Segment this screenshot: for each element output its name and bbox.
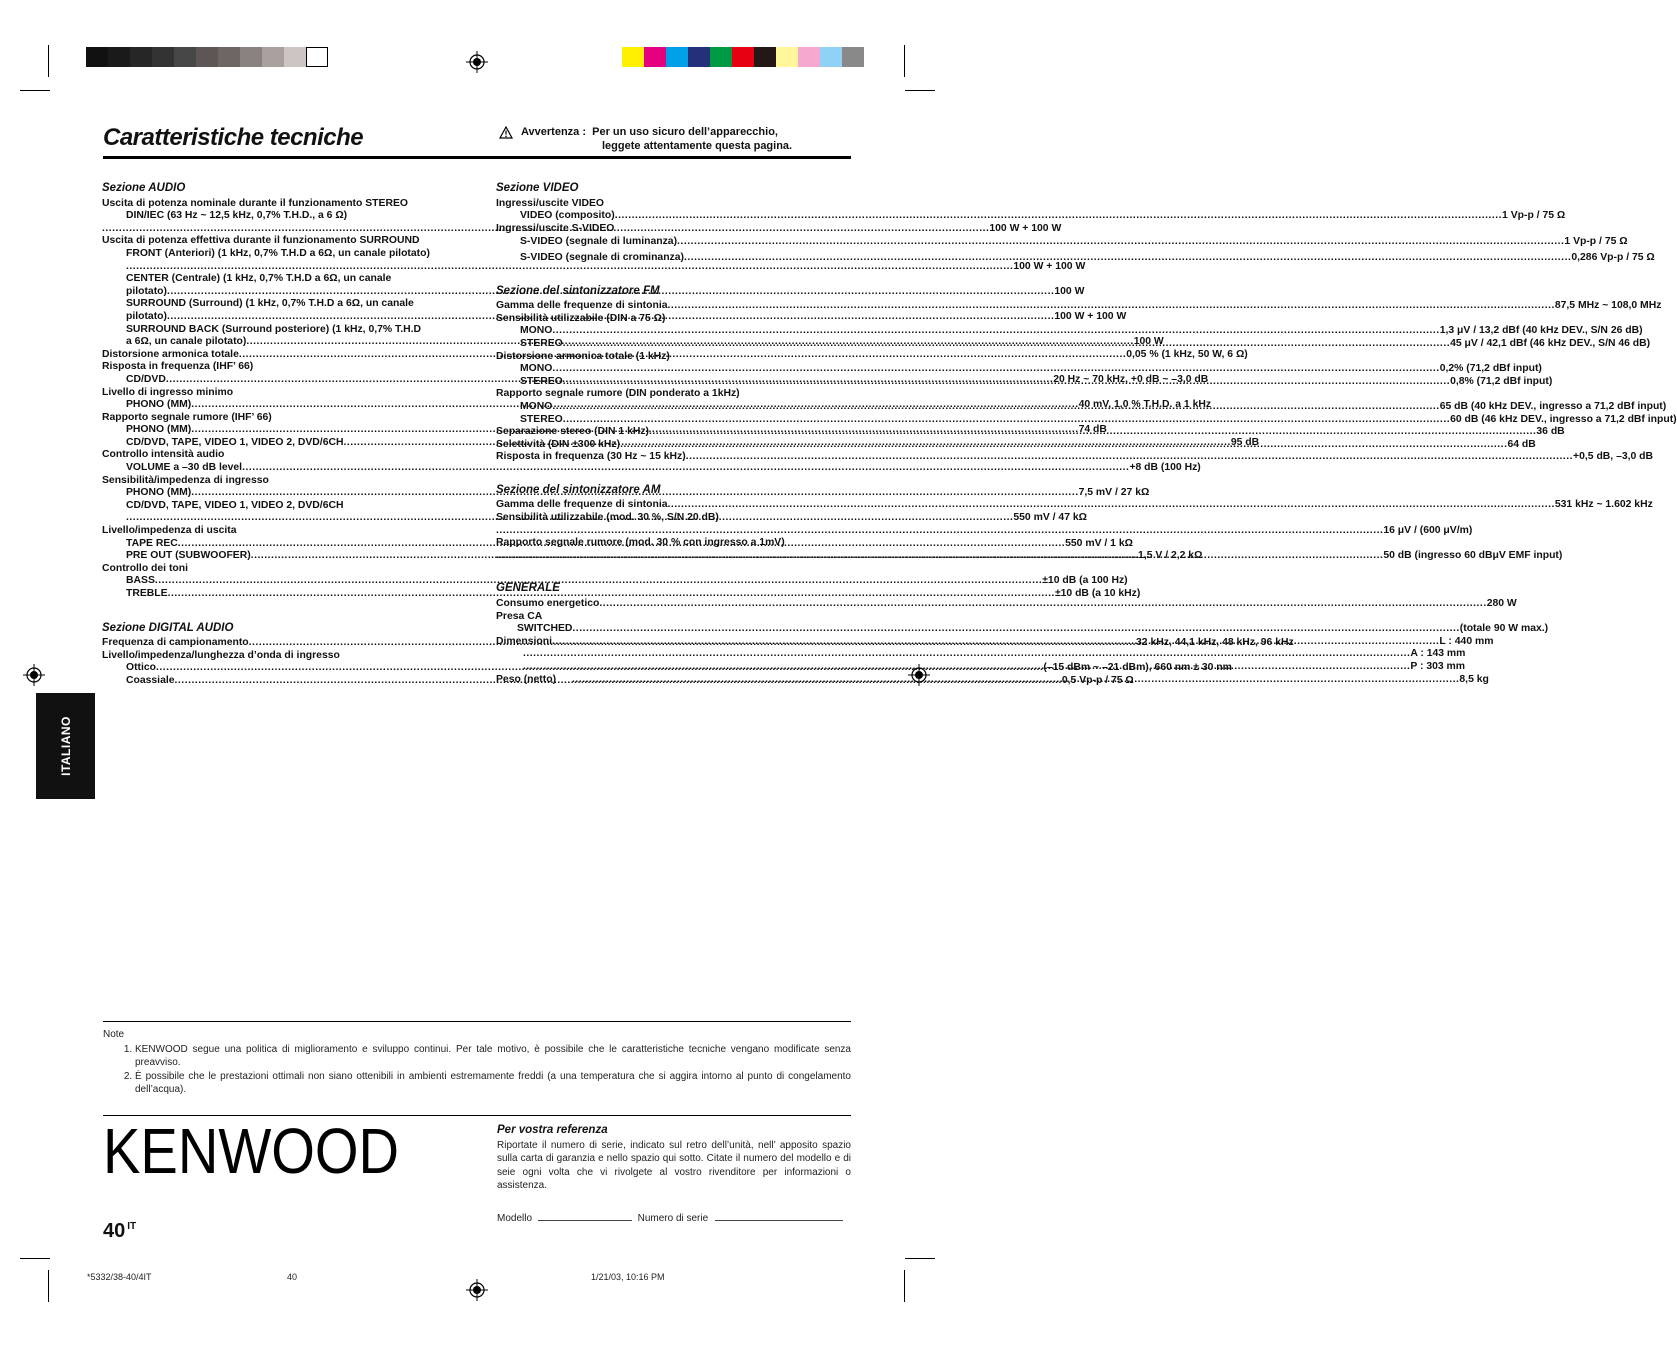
spec-line: SURROUND BACK (Surround posteriore) (1 kHz, 0,7% T.H.D	[126, 323, 422, 335]
spec-line: Rapporto segnale rumore (DIN ponderato a 1kHz)	[496, 388, 740, 400]
spec-line: Risposta in frequenza (IHF’ 66)	[102, 361, 254, 373]
spec-value: 280 W	[1486, 598, 1517, 610]
page-number-lang: IT	[127, 1221, 137, 1232]
spec-label: Consumo energetico	[496, 598, 600, 610]
color-swatch	[108, 47, 130, 67]
section-title-audio: Sezione AUDIO	[102, 182, 186, 194]
color-swatch	[754, 47, 776, 67]
spec-line: Ingressi/uscite VIDEO	[496, 197, 604, 209]
page-number-value: 40	[103, 1220, 126, 1242]
crop-mark	[48, 45, 49, 77]
spec-line: Uscita di potenza effettiva durante il funzionamento SURROUND	[102, 235, 420, 247]
spec-value: 7,5 mV / 27 kΩ	[1078, 487, 1150, 499]
section-title-digital-audio: Sezione DIGITAL AUDIO	[102, 621, 234, 634]
spec-value: 60 dB (46 kHz DEV., ingresso a 71,2 dBf input)	[1450, 413, 1677, 425]
spec-label: SWITCHED	[517, 623, 573, 635]
registration-mark-icon	[23, 664, 45, 686]
spec-line: Livello/impedenza di uscita	[102, 525, 237, 537]
spec-line: FRONT (Anteriori) (1 kHz, 0,7% T.H.D a 6Ω, un canale pilotato)	[126, 247, 430, 259]
spec-value: P : 303 mm	[1410, 661, 1466, 672]
spec-label: pilotato)	[126, 310, 167, 322]
spec-label: STEREO	[520, 375, 563, 387]
spec-label: BASS	[126, 575, 155, 587]
spec-row	[102, 462, 1201, 475]
color-swatch	[218, 47, 240, 67]
spec-row	[102, 550, 1203, 563]
spec-row	[496, 499, 1653, 512]
spec-line: Sensibilità utilizzabile (DIN a 75 Ω)	[496, 312, 666, 324]
spec-label: MONO	[520, 363, 553, 375]
spec-row	[496, 300, 1662, 313]
spec-line: Controllo dei toni	[102, 562, 188, 574]
spec-line: Controllo intensità audio	[102, 449, 225, 461]
spec-line: CD/DVD, TAPE, VIDEO 1, VIDEO 2, DVD/6CH	[126, 499, 344, 511]
warning-line-1: Per un uso sicuro dell’apparecchio,	[592, 126, 778, 138]
spec-label: STEREO	[520, 337, 563, 349]
spec-value: 1 Vp-p / 75 Ω	[1564, 236, 1628, 248]
spec-label: Peso (netto)	[496, 673, 557, 685]
spec-value: 550 mV / 1 kΩ	[1065, 537, 1133, 549]
spec-value: 50 dB (ingresso 60 dBμV EMF input)	[1383, 549, 1563, 561]
spec-line: DIN/IEC (63 Hz ~ 12,5 kHz, 0,7% T.H.D., a 6 Ω)	[126, 210, 348, 222]
spec-value: (–15 dBm ~ –21 dBm), 660 nm ± 30 nm	[1043, 662, 1232, 674]
color-swatch	[776, 47, 798, 67]
spec-value: 45 μV / 42,1 dBf (46 kHz DEV., S/N 46 dB)	[1450, 337, 1651, 349]
crop-mark	[905, 90, 935, 91]
spec-label: Coassiale	[126, 674, 175, 686]
spec-row	[102, 260, 1086, 274]
crop-mark	[905, 1258, 935, 1259]
spec-row	[496, 451, 1654, 464]
spec-line: Livello di ingresso minimo	[102, 386, 234, 398]
spec-value: 20 Hz ~ 70 kHz, +0 dB ~ –3,0 dB	[1053, 373, 1209, 385]
color-swatch	[240, 47, 262, 67]
language-tab-label: ITALIANO	[58, 716, 73, 776]
footer-code: *5332/38-40/4IT	[87, 1272, 152, 1282]
notes-list	[103, 1043, 851, 1096]
spec-label: TREBLE	[126, 588, 168, 599]
spec-row	[496, 598, 1517, 611]
note-item: 2. È possibile che le prestazioni ottimali non siano ottenibili in ambienti estremamente freddi (a una temperatura che si aggira intorno al punto di congelamento dell’acqua).	[135, 1070, 851, 1096]
crop-mark	[904, 1270, 905, 1302]
spec-line: Rapporto segnale rumore (IHF’ 66)	[102, 411, 272, 423]
color-swatch	[798, 47, 820, 67]
spec-label: PHONO (MM)	[126, 399, 192, 411]
color-bar	[622, 47, 864, 67]
spec-label: S-VIDEO (segnale di luminanza)	[520, 236, 678, 248]
section-title-video: Sezione VIDEO	[496, 182, 579, 194]
spec-label: Selettività (DIN ±300 kHz)	[496, 438, 621, 450]
spec-value: ±10 dB (a 10 kHz)	[1054, 588, 1141, 599]
spec-label: MONO	[520, 400, 553, 412]
spec-row	[496, 363, 1542, 376]
color-swatch	[622, 47, 644, 67]
header-rule	[103, 156, 851, 159]
spec-label: Ottico	[126, 662, 157, 674]
spec-label: Gamma delle frequenze di sintonia	[496, 499, 668, 511]
spec-label: a 6Ω, un canale pilotato)	[126, 336, 247, 348]
color-swatch	[688, 47, 710, 67]
note-item: 1. KENWOOD segue una politica di miglioramento e sviluppo continui. Per tale motivo, è possibile che le caratteristiche tecniche vengano modificate senza preavviso.	[135, 1043, 851, 1069]
spec-value: 0,5 Vp-p / 75 Ω	[1061, 674, 1134, 686]
spec-line: Uscita di potenza nominale durante il funzionamento STEREO	[102, 197, 408, 209]
spec-line: Ingressi/uscite S-VIDEO	[496, 222, 615, 234]
crop-mark	[48, 1270, 49, 1302]
notes-label: Note	[103, 1029, 125, 1040]
footer-page: 40	[287, 1272, 298, 1282]
spec-label: Risposta in frequenza (30 Hz ~ 15 kHz)	[496, 451, 686, 463]
spec-label: STEREO	[520, 413, 563, 425]
section-title-fm: Sezione del sintonizzatore FM	[496, 284, 660, 297]
color-swatch	[130, 47, 152, 67]
spec-value: 100 W + 100 W	[989, 222, 1062, 234]
spec-label: TAPE REC	[126, 537, 178, 549]
reference-block	[497, 1124, 851, 1225]
spec-label: VOLUME a –30 dB level	[126, 462, 243, 474]
spec-label: CD/DVD	[126, 373, 166, 385]
spec-value: L : 440 mm	[1439, 635, 1494, 647]
spec-label: PHONO (MM)	[126, 487, 192, 499]
color-swatch	[710, 47, 732, 67]
spec-row	[496, 524, 1473, 538]
spec-value: +0,5 dB, –3,0 dB	[1573, 451, 1654, 463]
spec-value: 1,3 μV / 13,2 dBf (40 kHz DEV., S/N 26 dB)	[1439, 325, 1643, 337]
spec-row	[496, 623, 1549, 636]
kenwood-logo	[103, 1115, 399, 1187]
serial-form	[497, 1211, 851, 1226]
spec-value: 100 W	[1054, 285, 1085, 297]
spec-row	[496, 325, 1643, 338]
spec-label: VIDEO (composito)	[520, 210, 615, 222]
spec-label: MONO	[520, 325, 553, 337]
model-label: Modello	[497, 1212, 533, 1224]
registration-mark-icon	[466, 1279, 488, 1301]
spec-value: 0,8% (71,2 dBf input)	[1450, 375, 1553, 387]
spec-value: +8 dB (100 Hz)	[1129, 462, 1201, 474]
spec-value: 550 mV / 47 kΩ	[1013, 512, 1087, 524]
color-swatch	[306, 47, 328, 67]
spec-line: Livello/impedenza/lunghezza d’onda di ingresso	[102, 649, 340, 661]
spec-value: 0,2% (71,2 dBf input)	[1439, 363, 1542, 375]
spec-label: CD/DVD, TAPE, VIDEO 1, VIDEO 2, DVD/6CH	[126, 436, 344, 448]
spec-value: 1,5 V / 2,2 kΩ	[1138, 550, 1203, 562]
spec-value: 95 dB	[1230, 436, 1260, 448]
spec-line: SURROUND (Surround) (1 kHz, 0,7% T.H.D a 6Ω, un canale	[126, 298, 414, 310]
spec-row	[496, 236, 1628, 249]
spec-label: PRE OUT (SUBWOOFER)	[126, 550, 251, 562]
spec-value: 16 μV / (600 μV/m)	[1383, 524, 1473, 536]
spec-value: 100 W	[1133, 336, 1164, 348]
color-swatch	[842, 47, 864, 67]
model-field[interactable]	[538, 1211, 632, 1221]
spec-label: Distorsione armonica totale	[102, 348, 239, 360]
color-swatch	[86, 47, 108, 67]
footer-date: 1/21/03, 10:16 PM	[591, 1272, 665, 1282]
page-title: Caratteristiche tecniche	[103, 124, 364, 151]
spec-value: 100 W + 100 W	[1054, 310, 1127, 322]
spec-value: 0,286 Vp-p / 75 Ω	[1571, 251, 1655, 263]
spec-row	[496, 251, 1655, 265]
spec-label: Dimensioni	[496, 635, 553, 647]
notes-block	[103, 1028, 851, 1097]
color-swatch	[732, 47, 754, 67]
section-title-general: GENERALE	[496, 582, 560, 595]
spec-line: CENTER (Centrale) (1 kHz, 0,7% T.H.D a 6Ω, un canale	[126, 273, 392, 285]
crop-mark	[904, 45, 905, 77]
spec-value: 87,5 MHz ~ 108,0 MHz	[1554, 300, 1662, 312]
spec-row	[496, 648, 1466, 661]
grayscale-bar	[86, 47, 328, 67]
spec-value: 36 dB	[1536, 426, 1565, 438]
spec-line: Sensibilità/impedenza di ingresso	[102, 474, 269, 486]
spec-value: 531 kHz ~ 1.602 kHz	[1554, 499, 1653, 511]
spec-line: Rapporto segnale rumore (mod. 30 % con ingresso a 1mV)	[496, 537, 785, 549]
color-swatch	[666, 47, 688, 67]
spec-value: (totale 90 W max.)	[1459, 623, 1549, 635]
spec-value: ±10 dB (a 100 Hz)	[1042, 575, 1128, 587]
spec-label: pilotato)	[126, 285, 167, 297]
color-swatch	[174, 47, 196, 67]
crop-mark	[20, 1258, 50, 1259]
spec-value: 1 Vp-p / 75 Ω	[1502, 210, 1566, 222]
spec-value: 100 W + 100 W	[1013, 260, 1086, 272]
warning-label: Avvertenza :	[521, 126, 587, 138]
kenwood-logo-text: KENWOOD	[103, 1115, 399, 1187]
color-swatch	[820, 47, 842, 67]
spec-line: Presa CA	[496, 610, 543, 622]
color-swatch	[644, 47, 666, 67]
registration-mark-icon	[466, 51, 488, 73]
spec-row	[102, 575, 1128, 588]
spec-value: 32 kHz, 44,1 kHz, 48 kHz, 96 kHz	[1136, 637, 1294, 649]
spec-row	[102, 662, 1232, 675]
warning-line-2: leggete attentamente questa pagina.	[602, 140, 793, 152]
color-swatch	[196, 47, 218, 67]
section-title-am: Sezione del sintonizzatore AM	[496, 483, 661, 496]
spec-value: 0,05 % (1 kHz, 50 W, 6 Ω)	[1126, 348, 1248, 360]
spec-line: Distorsione armonica totale (1 kHz)	[496, 350, 670, 362]
spec-value: 65 dB (40 kHz DEV., ingresso a 71,2 dBf input)	[1439, 400, 1667, 412]
spec-value: 8,5 kg	[1459, 673, 1489, 685]
warning-text	[521, 125, 792, 153]
reference-title: Per vostra referenza	[497, 1124, 608, 1136]
spec-line: Sensibilità utilizzabile (mod. 30 %, S/N 20 dB)	[496, 512, 719, 524]
serial-field[interactable]	[715, 1211, 843, 1221]
reference-text: Riportate il numero di serie, indicato sul retro dell’unità, nell’ apposito spazio sulla carta di garanzia e nello spazio qui sotto. Citate il numero del modello e di seie ogni volta che vi rivolgete al vostro rivenditore per informazioni o assistenza.	[497, 1139, 851, 1191]
crop-mark	[20, 90, 50, 91]
spec-row	[496, 413, 1677, 427]
spec-label: Frequenza di campionamento	[102, 637, 249, 649]
page-number	[103, 1220, 136, 1243]
spec-value: 64 dB	[1507, 438, 1536, 450]
color-swatch	[284, 47, 306, 67]
language-tab	[36, 693, 95, 799]
color-swatch	[152, 47, 174, 67]
spec-row	[496, 210, 1566, 223]
spec-value: A : 143 mm	[1410, 648, 1466, 660]
spec-label: Gamma delle frequenze di sintonia	[496, 300, 668, 312]
color-swatch	[262, 47, 284, 67]
spec-value: 74 dB	[1078, 424, 1107, 436]
spec-label: Separazione stereo (DIN 1 kHz)	[496, 426, 650, 438]
spec-value: 40 mV, 1,0 % T.H.D. a 1 kHz	[1078, 399, 1212, 411]
spec-label: S-VIDEO (segnale di crominanza)	[520, 251, 684, 263]
notes-top-rule	[103, 1021, 851, 1022]
serial-label: Numero di serie	[637, 1212, 709, 1224]
spec-label: PHONO (MM)	[126, 424, 192, 436]
warning-triangle-icon	[499, 126, 513, 139]
